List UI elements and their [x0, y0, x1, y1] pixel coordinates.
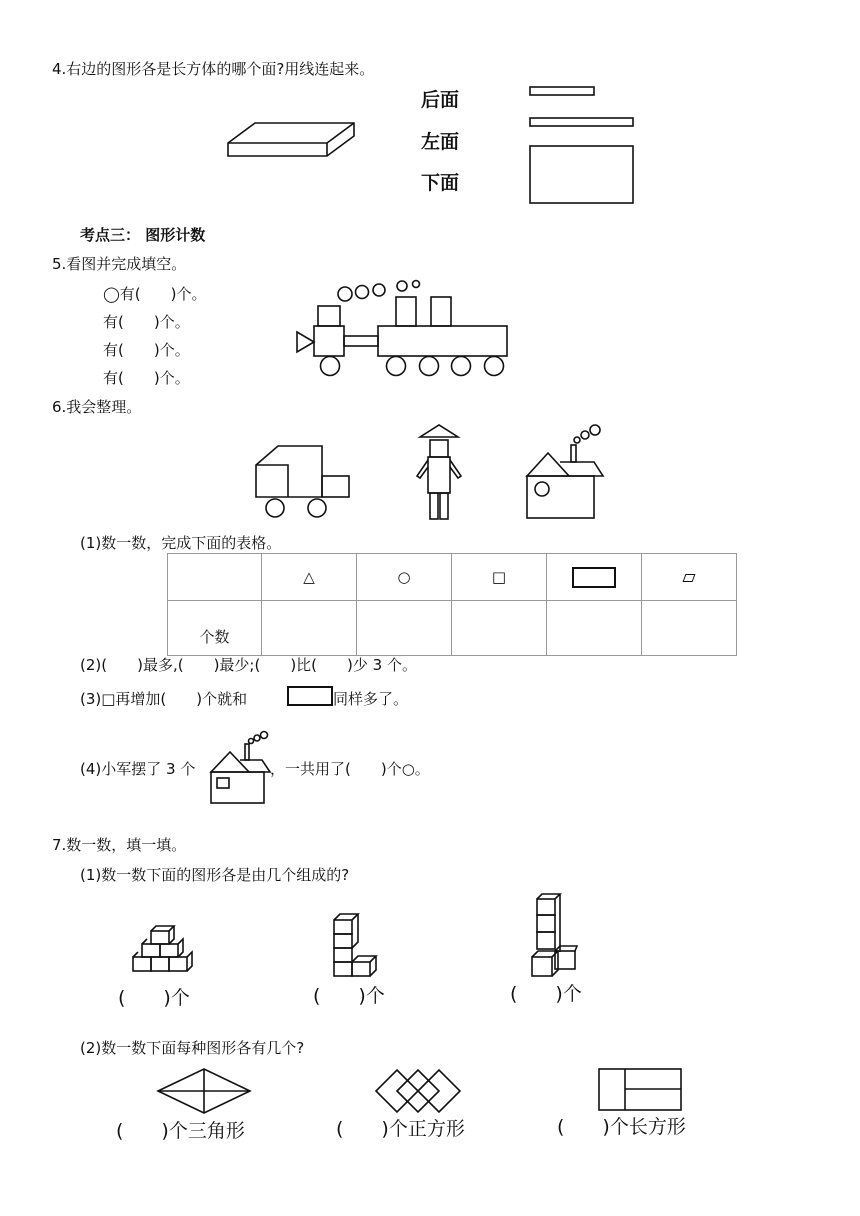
q7-blank-1: ( )个: [118, 987, 190, 1009]
q7-sub2: (2)数一数下面每种图形各有几个?: [80, 1039, 305, 1057]
section-title: 考点三： 图形计数: [80, 226, 206, 244]
header-triangle: △: [262, 554, 357, 601]
face-label-left: 左面: [421, 131, 460, 153]
q7-blank-2: ( )个: [313, 985, 385, 1007]
q6-sub2: (2)( )最多,( )最少;( )比( )少 3 个。: [80, 656, 417, 674]
q4-title: 4.右边的图形各是长方体的哪个面?用线连起来。: [52, 60, 375, 78]
q7-answer-squares: ( )个正方形: [336, 1118, 465, 1140]
q7-answer-triangles: ( )个三角形: [116, 1120, 245, 1142]
q5-line-circle: ◯有( )个。: [103, 285, 207, 303]
face-label-bottom: 下面: [421, 172, 460, 194]
q5-line-3: 有( )个。: [103, 341, 190, 359]
face-label-back: 后面: [421, 89, 460, 111]
q5-title: 5.看图并完成填空。: [52, 255, 187, 273]
q5-line-2: 有( )个。: [103, 313, 190, 331]
q6-sub1: (1)数一数，完成下面的表格。: [80, 534, 282, 552]
q6-title: 6.我会整理。: [52, 398, 142, 416]
q5-line-4: 有( )个。: [103, 369, 190, 387]
q7-title: 7.数一数，填一填。: [52, 836, 187, 854]
header-square: □: [452, 554, 547, 601]
header-circle: ○: [357, 554, 452, 601]
q6-sub4-a: (4)小军摆了 3 个: [80, 760, 196, 778]
q7-sub1: (1)数一数下面的图形各是由几个组成的?: [80, 866, 350, 884]
row-label-count: 个数: [168, 601, 262, 656]
q7-blank-3: ( )个: [510, 983, 582, 1005]
q7-answer-rectangles: ( )个长方形: [557, 1116, 686, 1138]
q6-sub3-b: 同样多了。: [333, 690, 409, 708]
q6-sub4-b: ，一共用了( )个○。: [270, 760, 430, 778]
q6-sub3-a: (3)□再增加( )个就和: [80, 690, 248, 708]
